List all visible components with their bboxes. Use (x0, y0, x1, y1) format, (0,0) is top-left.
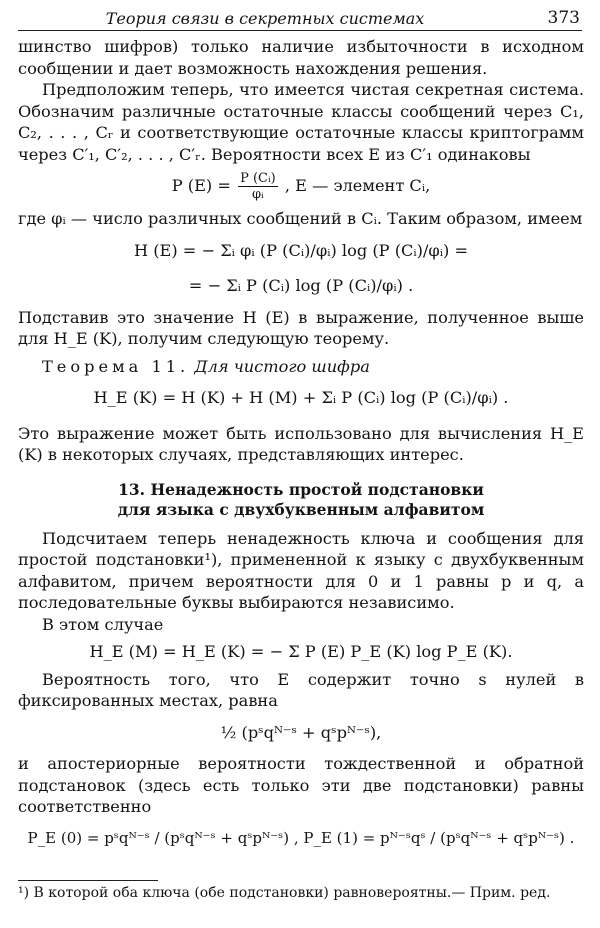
theorem-text: Для чистого шифра (194, 356, 370, 376)
section-heading (18, 480, 584, 520)
fraction-numerator: P (Cᵢ) (240, 171, 276, 186)
formula-theorem: H_E (K) = H (K) + H (M) + Σᵢ P (Cᵢ) log (P (Cᵢ)/φᵢ) . (93, 388, 509, 407)
page-number: 373 (547, 8, 580, 28)
paragraph: В этом случае (42, 614, 164, 634)
fraction-denominator: φᵢ (252, 187, 264, 202)
formula-entropy (18, 240, 584, 297)
formula-equivocation: H_E (M) = H_E (K) = − Σ P (E) P_E (K) log P_E (K). (89, 642, 513, 661)
paragraph: Подставив это значение H (E) в выражение, полученное выше для H_E (K), получим следующую теорему. (18, 307, 584, 348)
paragraph: Это выражение может быть использовано для вычисления H_E (K) в некоторых случаях, представляющих интерес. (18, 423, 584, 464)
paragraph: Вероятность того, что E содержит точно s нулей в фиксированных местах, равна (18, 669, 584, 710)
formula-probability: ½ (pˢqᴺ⁻ˢ + qˢpᴺ⁻ˢ), (220, 722, 382, 742)
formula-equation (18, 171, 584, 202)
running-header (18, 6, 582, 31)
page-body (18, 36, 584, 859)
section-heading-line: для языка с двухбуквенным алфавитом (117, 499, 485, 519)
theorem (18, 356, 584, 378)
formula-posterior: P_E (0) = pˢqᴺ⁻ˢ / (pˢqᴺ⁻ˢ + qˢpᴺ⁻ˢ) , P_E (1) = pᴺ⁻ˢqˢ / (pˢqᴺ⁻ˢ + qˢpᴺ⁻ˢ) . (27, 828, 575, 847)
fraction (238, 171, 278, 202)
paragraph: Подсчитаем теперь ненадежность ключа и сообщения для простой подстановки¹), примененной к языку с двухбуквенным алфавитом, причем вероятности для 0 и 1 равны p и q, а последовательные буквы выбираются независимо. (18, 528, 584, 612)
paragraph: и апостериорные вероятности тождественной и обратной подстановок (здесь есть только эти две подстановки) равны соответственно (18, 754, 584, 816)
formula-part: P (E) = (171, 176, 231, 195)
theorem-label: Теорема 11. (42, 356, 190, 376)
section-heading-line: 13. Ненадежность простой подстановки (118, 479, 484, 499)
paragraph: где φᵢ — число различных сообщений в Cᵢ. Таким образом, имеем (18, 209, 583, 228)
paragraph: Предположим теперь, что имеется чистая секретная система. Обозначим различные остаточные классы сообщений через C₁, C₂, . . . , Cᵣ и соответствующие остаточные классы криптограмм через C′₁, C′₂, . . . , C′ᵣ. Вероятности всех E из C′₁ одинаковы (18, 80, 584, 164)
paragraph: шинство шифров) только наличие избыточности в исходном сообщении и дает возможность нахождения решения. (18, 37, 584, 78)
footnote-rule (18, 880, 158, 881)
footnote (18, 880, 584, 901)
formula-line: H (E) = − Σᵢ φᵢ (P (Cᵢ)/φᵢ) log (P (Cᵢ)/φᵢ) = (133, 240, 469, 260)
formula-part: , E — элемент Cᵢ, (284, 176, 431, 195)
footnote-text: ¹) В которой оба ключа (обе подстановки) равновероятны.— Прим. ред. (18, 885, 551, 901)
running-title: Теория связи в секретных системах (105, 9, 425, 28)
formula-line: = − Σᵢ P (Cᵢ) log (P (Cᵢ)/φᵢ) . (188, 276, 414, 295)
